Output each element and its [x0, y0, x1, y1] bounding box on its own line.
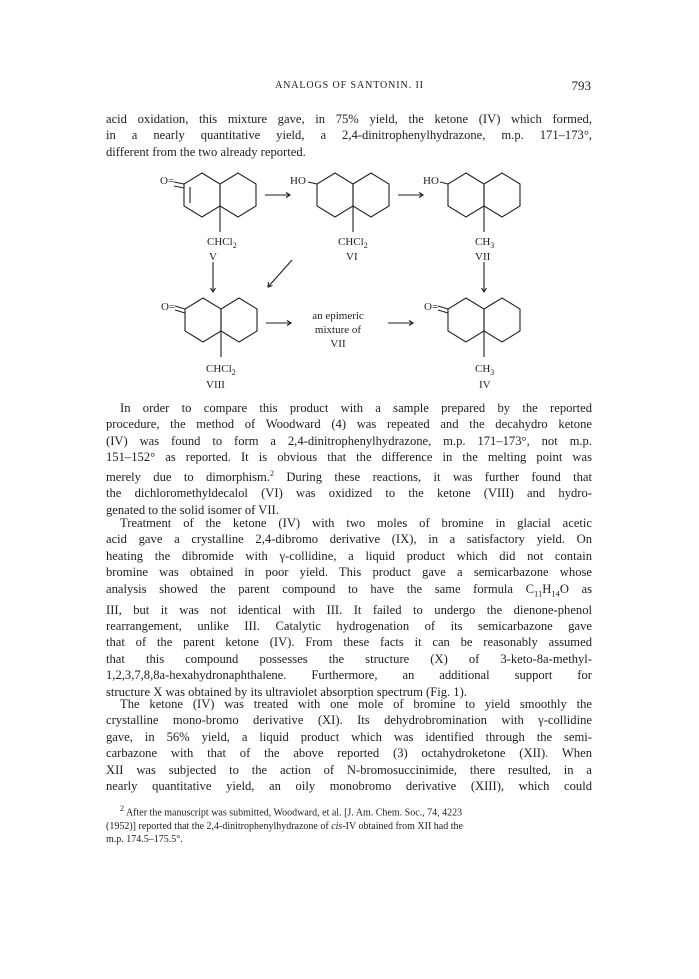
text-line: different from the two already reported.	[106, 144, 306, 159]
oxo-label: O=	[160, 175, 175, 187]
compound-number-vi: VI	[346, 251, 358, 263]
compound-v-structure	[174, 173, 256, 232]
text-line: heating the dibromide with γ-collidine, a liquid product which did not contain	[106, 548, 592, 563]
paragraph-monobromo	[106, 696, 592, 794]
footnote-line	[106, 820, 592, 833]
paragraph-comparison	[106, 400, 592, 518]
paragraph-dibromo	[106, 515, 592, 700]
compound-number-viii: VIII	[206, 379, 225, 391]
epimeric-mixture-line: an epimeric	[312, 310, 364, 322]
text-segment: merely due to dimorphism.	[106, 469, 270, 484]
text-line: rearrangement, unlike III. Catalytic hydrogenation of its semicarbazone gave	[106, 618, 592, 633]
text-segment: -IV obtained from XII had the	[342, 820, 463, 832]
compound-number-v: V	[209, 251, 217, 263]
text-segment: (1952)] reported that the 2,4-dinitrophenylhydrazone of	[106, 820, 332, 832]
oxo-label: O=	[424, 301, 439, 313]
footnote-line	[106, 802, 592, 820]
hydroxyl-label: HO	[423, 175, 439, 187]
footnote-line: m.p. 174.5–175.5°.	[106, 833, 183, 845]
substituent-label	[206, 363, 236, 377]
text-line: carbazone with that of the above reported (3) octahydroketone (XII). When	[106, 746, 592, 761]
text-line: 151–152° as reported. It is obvious that the difference in the melting point was	[106, 450, 592, 465]
text-line: crystalline mono-bromo derivative (XI). Its dehydrobromination with γ-collidine	[106, 713, 592, 728]
compound-vi-structure	[308, 173, 389, 232]
text-line: in a nearly quantitative yield, a 2,4-dinitrophenylhydrazone, m.p. 171–173°,	[106, 128, 592, 143]
compound-vii-structure	[440, 173, 520, 232]
substituent-text: CHCl	[207, 236, 233, 248]
text-line: that of the parent ketone (IV). From these facts it can be reasonably assumed	[106, 635, 592, 650]
text-line: the dichloromethyldecalol (VI) was oxidized to the ketone (VIII) and hydro-	[106, 486, 592, 501]
substituent-text: CH	[475, 363, 491, 375]
text-segment: as	[568, 581, 592, 596]
text-line: acid gave a crystalline 2,4-dibromo derivative (IX), in a satisfactory yield. On	[106, 532, 592, 547]
substituent-label	[475, 236, 494, 250]
footnote-mark: 2	[120, 804, 124, 813]
text-line: procedure, the method of Woodward (4) was repeated and the decahydro ketone	[106, 417, 592, 432]
text-line	[106, 466, 592, 486]
compound-viii-structure	[175, 298, 257, 357]
text-line: (IV) was found to form a 2,4-dinitrophenylhydrazone, m.p. 171–173°, not m.p.	[106, 433, 592, 448]
text-segment: During these reactions, it was further found that	[274, 469, 592, 484]
text-line: In order to compare this product with a sample prepared by the reported	[120, 401, 592, 415]
footnote	[106, 802, 592, 846]
substituent-subscript: 2	[232, 241, 237, 250]
text-line: nearly quantitative yield, an oily monobromo derivative (XIII), which could	[106, 779, 592, 794]
text-line: bromine was obtained in poor yield. This product gave a semicarbazone whose	[106, 565, 592, 580]
formula-subscript: 14	[551, 588, 560, 599]
substituent-subscript: 2	[231, 368, 236, 377]
text-line: structure X was obtained by its ultraviolet absorption spectrum (Fig. 1).	[106, 684, 467, 699]
compound-number-iv: IV	[479, 379, 491, 391]
text-line: gave, in 56% yield, a liquid product which was identified through the semi-	[106, 729, 592, 744]
text-segment: After the manuscript was submitted, Woodward, et al. [J. Am. Chem. Soc., 74, 4223	[124, 807, 463, 819]
compound-number-vii: VII	[475, 251, 491, 263]
text-line: genated to the solid isomer of VII.	[106, 502, 279, 517]
substituent-label	[338, 236, 368, 250]
running-head-title: ANALOGS OF SANTONIN. II	[275, 80, 424, 91]
substituent-subscript: 3	[490, 368, 495, 377]
epimeric-mixture-line: mixture of	[314, 324, 362, 336]
text-line: XII was subjected to the action of N-bromosuccinimide, there resulted, in a	[106, 762, 592, 777]
substituent-subscript: 2	[363, 241, 368, 250]
arrow-vi-to-viii	[268, 260, 292, 287]
substituent-text: CH	[475, 236, 491, 248]
page-number: 793	[571, 78, 591, 93]
substituent-label	[207, 236, 237, 250]
text-line: III, but it was not identical with III. It failed to undergo the dienone-phenol	[106, 602, 592, 617]
substituent-text: CHCl	[206, 363, 232, 375]
text-segment: analysis showed the parent compound to have the same formula C	[106, 581, 535, 596]
formula-element: O	[559, 581, 569, 596]
oxo-label: O=	[161, 301, 176, 313]
substituent-text: CHCl	[338, 236, 364, 248]
text-line: 1,2,3,7,8,8a-hexahydronaphthalene. Furthermore, an additional support for	[106, 668, 592, 683]
text-line	[106, 581, 592, 602]
italic-text: cis	[331, 820, 343, 832]
text-line: Treatment of the ketone (IV) with two moles of bromine in glacial acetic	[120, 516, 592, 530]
text-line: that this compound possesses the structure (X) of 3-keto-8a-methyl-	[106, 651, 592, 666]
substituent-subscript: 3	[490, 241, 495, 250]
compound-iv-structure	[438, 298, 520, 357]
substituent-label	[475, 363, 494, 377]
text-line: The ketone (IV) was treated with one mole of bromine to yield smoothly the	[120, 697, 592, 711]
formula-element: H	[542, 581, 552, 596]
epimeric-mixture-line: VII	[330, 338, 346, 350]
hydroxyl-label: HO	[290, 175, 306, 187]
formula-subscript: 11	[534, 588, 543, 599]
footnote-reference: 2	[270, 468, 274, 478]
text-line: acid oxidation, this mixture gave, in 75% yield, the ketone (IV) which formed,	[106, 112, 592, 126]
